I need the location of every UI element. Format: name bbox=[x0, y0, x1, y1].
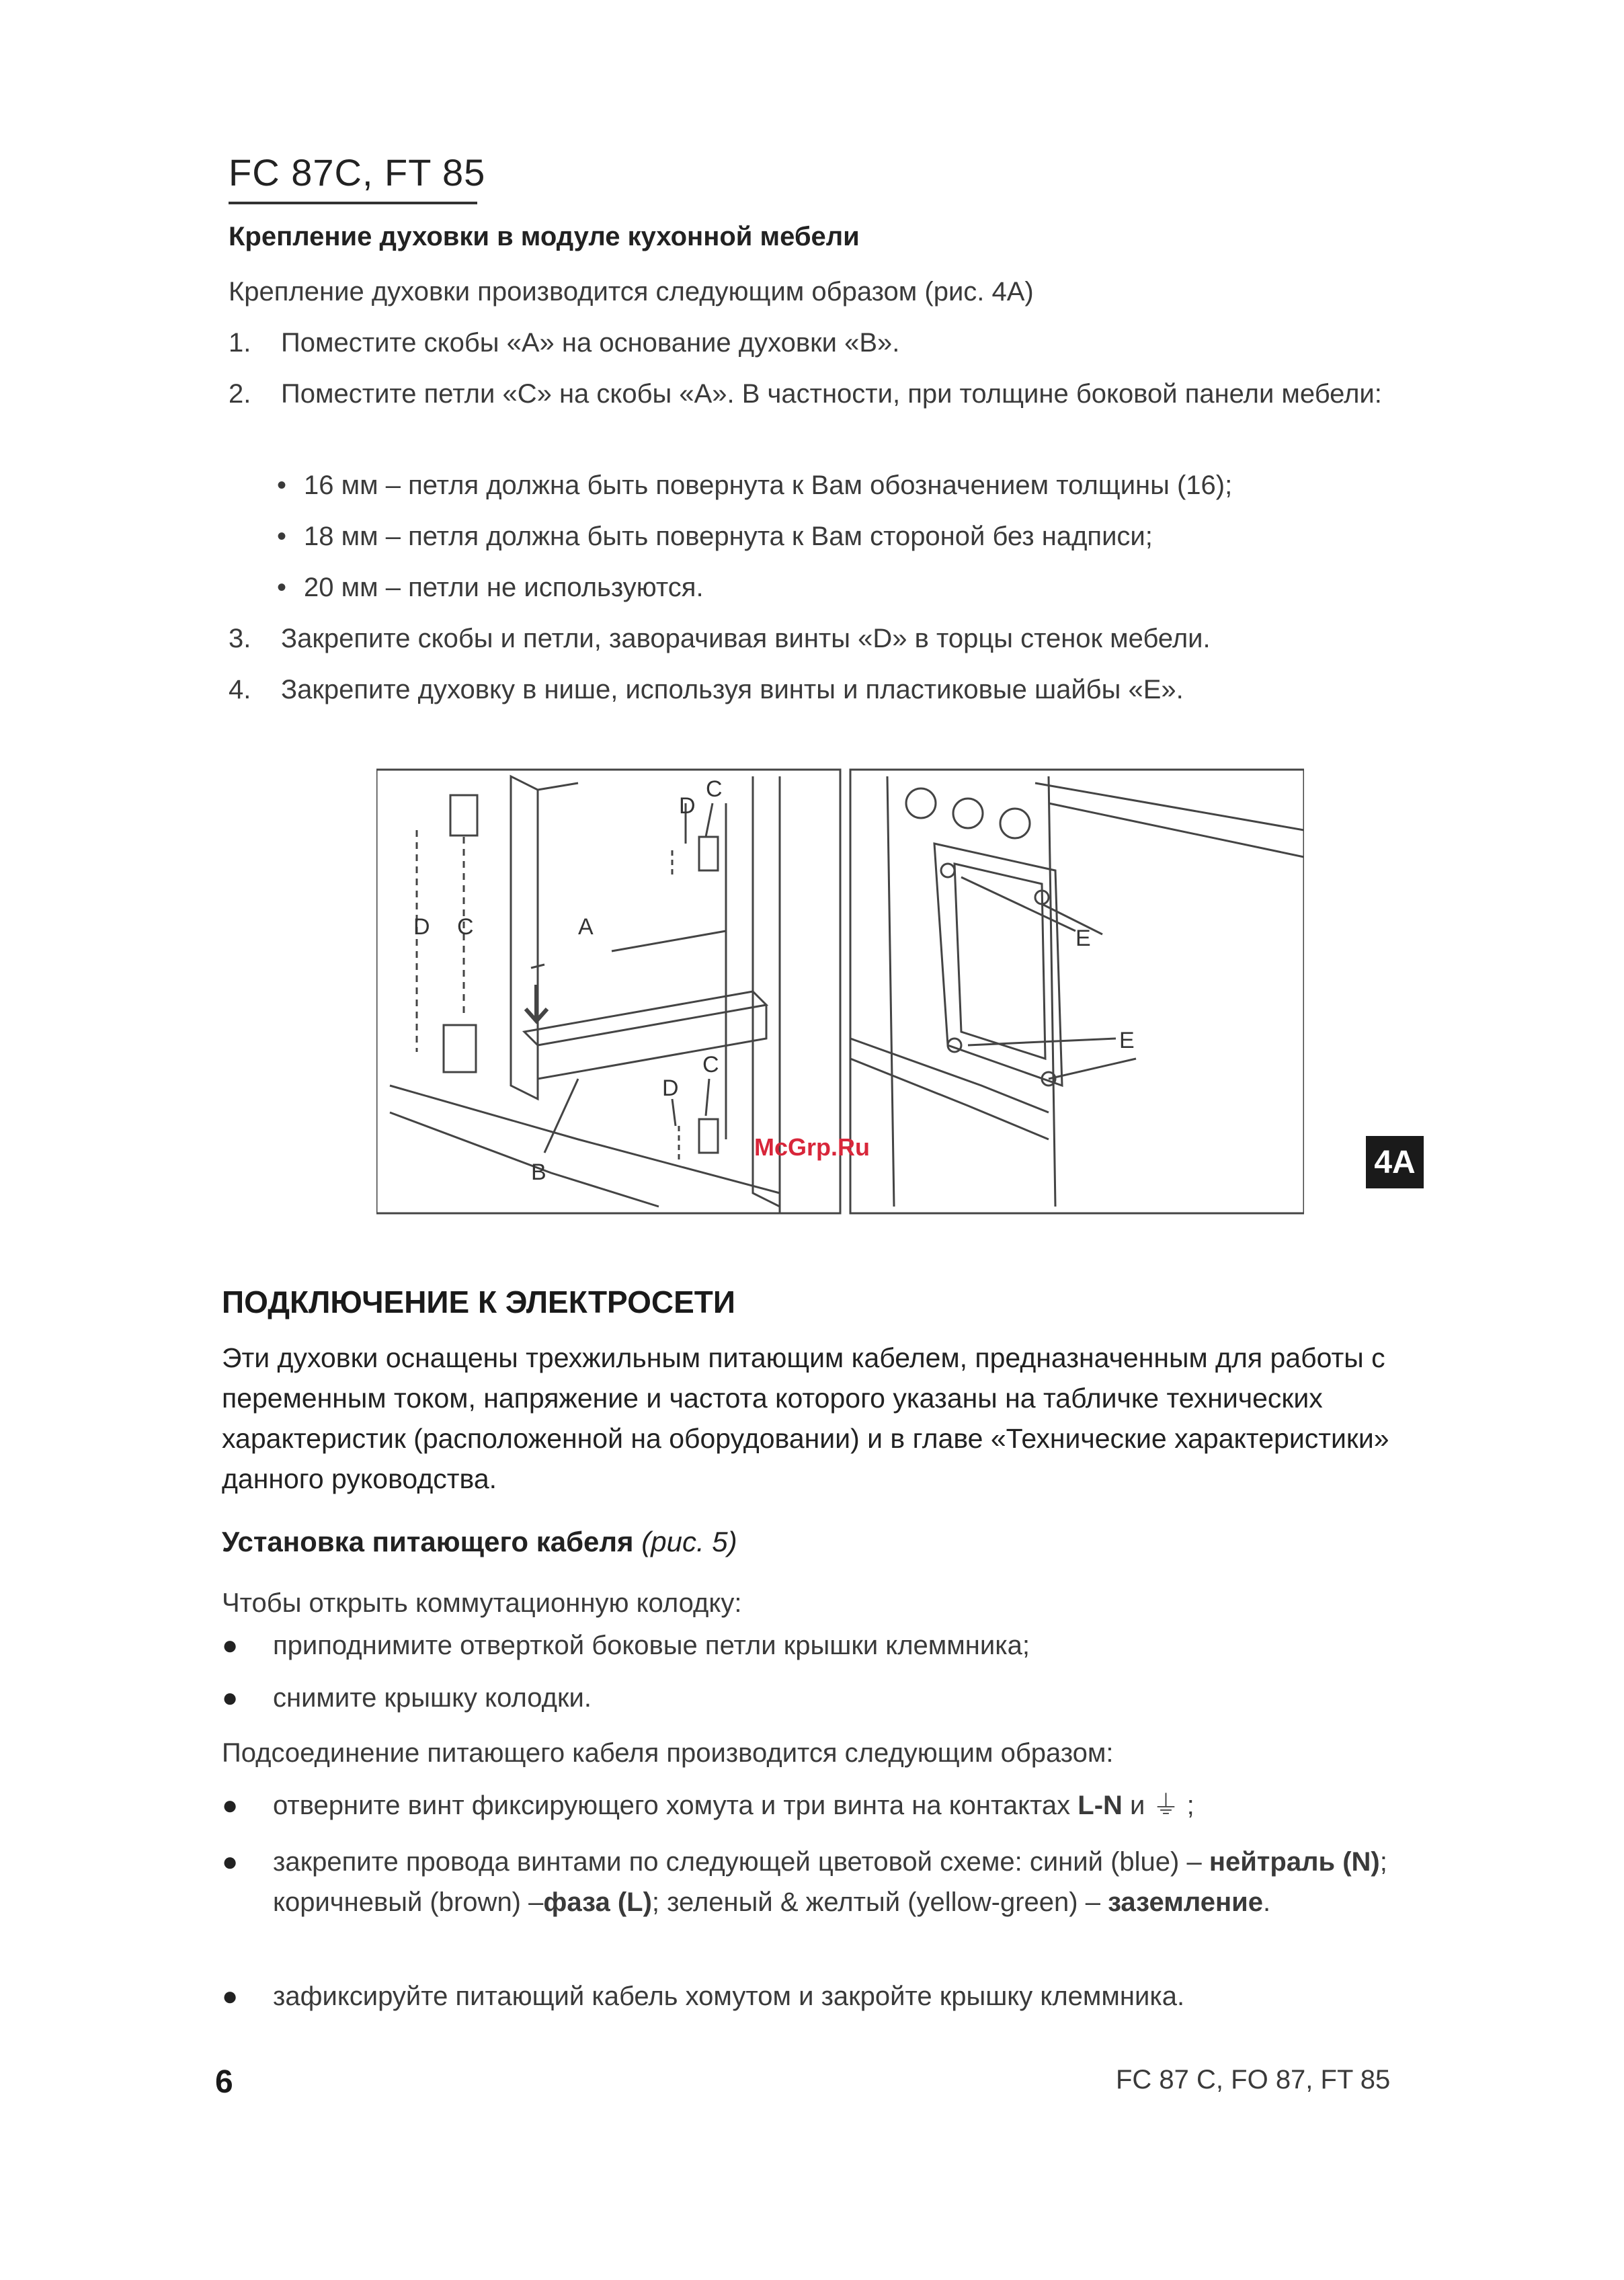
bullet-dot: • bbox=[277, 573, 287, 602]
model-title: FC 87C, FT 85 bbox=[229, 151, 486, 194]
label-c-bottom: C bbox=[702, 1052, 719, 1077]
step-text: Поместите петли «C» на скобы «A». В частности, при толщине боковой панели мебели: bbox=[281, 379, 1382, 409]
ground-icon: ⏚ bbox=[1152, 1791, 1180, 1820]
bullet-dot: ● bbox=[222, 1683, 239, 1713]
step-number: 1. bbox=[229, 328, 251, 358]
mounting-intro: Крепление духовки производится следующим образом (рис. 4A) bbox=[229, 277, 1034, 307]
label-b: B bbox=[531, 1159, 546, 1185]
step-number: 3. bbox=[229, 624, 251, 653]
step-number: 2. bbox=[229, 379, 251, 409]
page-number: 6 bbox=[215, 2064, 233, 2100]
bullet-dot: ● bbox=[222, 1982, 239, 2011]
open-block-intro: Чтобы открыть коммутационную колодку: bbox=[222, 1588, 742, 1618]
bullet-dot: ● bbox=[222, 1631, 239, 1660]
figure-badge: 4A bbox=[1366, 1136, 1424, 1188]
label-d-left: D bbox=[413, 914, 430, 940]
figure-reference: (рис. 5) bbox=[641, 1526, 737, 1557]
sub-item-text: 18 мм – петля должна быть повернута к Вам стороной без надписи; bbox=[304, 522, 1153, 551]
label-d-bottom: D bbox=[662, 1075, 679, 1101]
bullet-dot: ● bbox=[222, 1791, 239, 1820]
label-e-bottom: E bbox=[1119, 1028, 1135, 1053]
bullet-dot: • bbox=[277, 471, 287, 500]
bullet-dot: ● bbox=[222, 1847, 239, 1877]
connect-intro: Подсоединение питающего кабеля производится следующим образом: bbox=[222, 1738, 1114, 1768]
label-c-top: C bbox=[706, 776, 723, 802]
label-e-top: E bbox=[1075, 926, 1091, 951]
step-text: Закрепите духовку в нише, используя винты и пластиковые шайбы «E». bbox=[281, 675, 1184, 704]
section-heading-mounting: Крепление духовки в модуле кухонной мебели bbox=[229, 222, 860, 251]
electrical-intro: Эти духовки оснащены трехжильным питающим кабелем, предназначенным для работы с переменным током, напряжение и частота которого указаны на табличке технических характеристик (расположенной на оборудовании) и в главе «Технические характеристики» данного руководства. bbox=[222, 1342, 1389, 1494]
step-text: Поместите скобы «A» на основание духовки «B». bbox=[281, 328, 900, 358]
bullet-text: снимите крышку колодки. bbox=[273, 1683, 592, 1713]
label-a: A bbox=[578, 914, 594, 940]
footer-models: FC 87 C, FO 87, FT 85 bbox=[1116, 2065, 1391, 2094]
bullet-text: зафиксируйте питающий кабель хомутом и закройте крышку клеммника. bbox=[273, 1982, 1185, 2011]
bullet-text: приподнимите отверткой боковые петли крышки клеммника; bbox=[273, 1631, 1030, 1660]
subheading-text: Установка питающего кабеля bbox=[222, 1526, 634, 1557]
sub-item-text: 16 мм – петля должна быть повернута к Вам обозначением толщины (16); bbox=[304, 471, 1233, 500]
bullet-dot: • bbox=[277, 522, 287, 551]
step-text: Закрепите скобы и петли, заворачивая винты «D» в торцы стенок мебели. bbox=[281, 624, 1211, 653]
subheading-cable bbox=[222, 1526, 737, 1558]
title-underline bbox=[229, 202, 477, 204]
label-d-top: D bbox=[679, 793, 696, 819]
step-number: 4. bbox=[229, 675, 251, 704]
section-heading-electrical: ПОДКЛЮЧЕНИЕ К ЭЛЕКТРОСЕТИ bbox=[222, 1285, 735, 1319]
watermark: McGrp.Ru bbox=[754, 1133, 870, 1161]
sub-item-text: 20 мм – петли не используются. bbox=[304, 573, 704, 602]
label-c-left: C bbox=[457, 914, 474, 940]
bullet-text: отверните винт фиксирующего хомута и три винта на контактах L-N и ⏚ ; bbox=[273, 1791, 1194, 1820]
bullet-text: закрепите провода винтами по следующей цветовой схеме: синий (blue) – нейтраль (N); коричневый (brown) –фаза (L); зеленый & желтый (yellow-green) – заземление. bbox=[273, 1847, 1387, 1917]
